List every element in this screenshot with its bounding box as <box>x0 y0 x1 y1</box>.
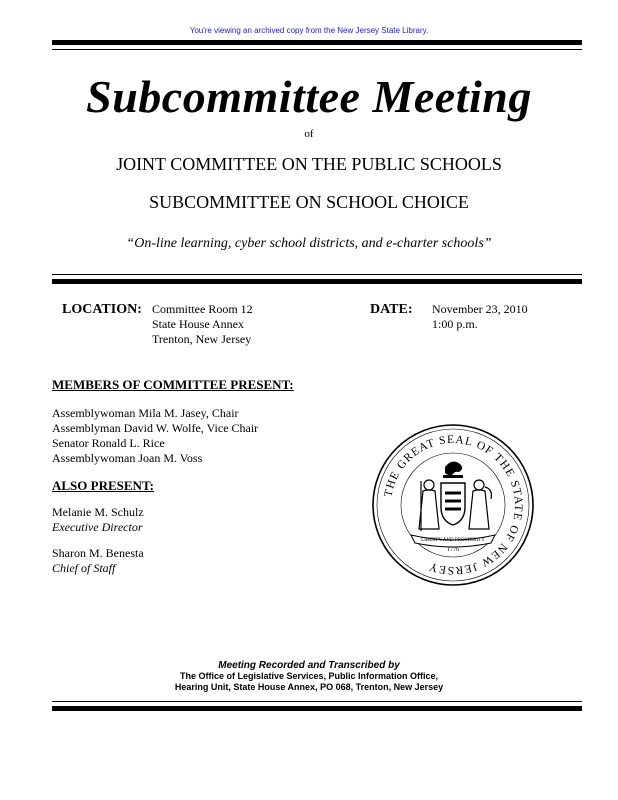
members-heading: MEMBERS OF COMMITTEE PRESENT: <box>52 377 294 392</box>
subcommittee-name: SUBCOMMITTEE ON SCHOOL CHOICE <box>149 192 469 212</box>
archive-banner: You're viewing an archived copy from the New Jersey State Library. <box>189 26 429 35</box>
staff-member <box>52 546 144 576</box>
members-list <box>52 406 258 466</box>
member-item: Assemblywoman Mila M. Jasey, Chair <box>52 406 239 420</box>
mid-rule-thick <box>52 279 582 284</box>
top-rule-thick <box>52 40 582 45</box>
bottom-rule-thick <box>52 706 582 711</box>
footer-line: The Office of Legislative Services, Public Information Office, <box>179 671 439 681</box>
mid-rule-thin <box>52 274 582 275</box>
member-item: Assemblywoman Joan M. Voss <box>52 451 203 465</box>
staff-name: Melanie M. Schulz <box>52 505 144 519</box>
meeting-topic: “On-line learning, cyber school districts, and e-charter schools” <box>126 236 492 251</box>
location-line: Trenton, New Jersey <box>152 332 252 346</box>
staff-name: Sharon M. Benesta <box>52 546 144 560</box>
footer-line: Meeting Recorded and Transcribed by <box>218 660 400 671</box>
bottom-rule-thin <box>52 701 582 702</box>
date-value <box>432 302 528 332</box>
document-title: Subcommittee Meeting <box>86 71 532 122</box>
of-text: of <box>304 128 314 140</box>
seal-ring-text: THE GREAT SEAL OF THE STATE OF NEW JERSEY <box>382 433 525 577</box>
staff-member <box>52 505 144 535</box>
location-line: State House Annex <box>152 317 244 331</box>
state-seal-image <box>371 423 535 587</box>
location-label: LOCATION: <box>62 302 142 317</box>
location-value <box>152 302 253 347</box>
member-item: Senator Ronald L. Rice <box>52 436 165 450</box>
also-present-heading: ALSO PRESENT: <box>52 478 154 493</box>
member-item: Assemblyman David W. Wolfe, Vice Chair <box>52 421 259 435</box>
staff-role: Chief of Staff <box>52 561 116 575</box>
footer-line: Hearing Unit, State House Annex, PO 068, Trenton, New Jersey <box>174 682 444 692</box>
date-line: November 23, 2010 <box>432 302 528 316</box>
location-line: Committee Room 12 <box>152 302 253 316</box>
transcription-credit <box>0 660 618 693</box>
seal-year: 1776 <box>447 547 459 553</box>
time-line: 1:00 p.m. <box>432 317 478 331</box>
seal-motto: LIBERTY AND PROSPERITY <box>421 538 485 543</box>
date-label: DATE: <box>370 302 413 317</box>
staff-role: Executive Director <box>52 520 143 534</box>
committee-name: JOINT COMMITTEE ON THE PUBLIC SCHOOLS <box>116 154 502 174</box>
top-rule-thin <box>52 49 582 50</box>
